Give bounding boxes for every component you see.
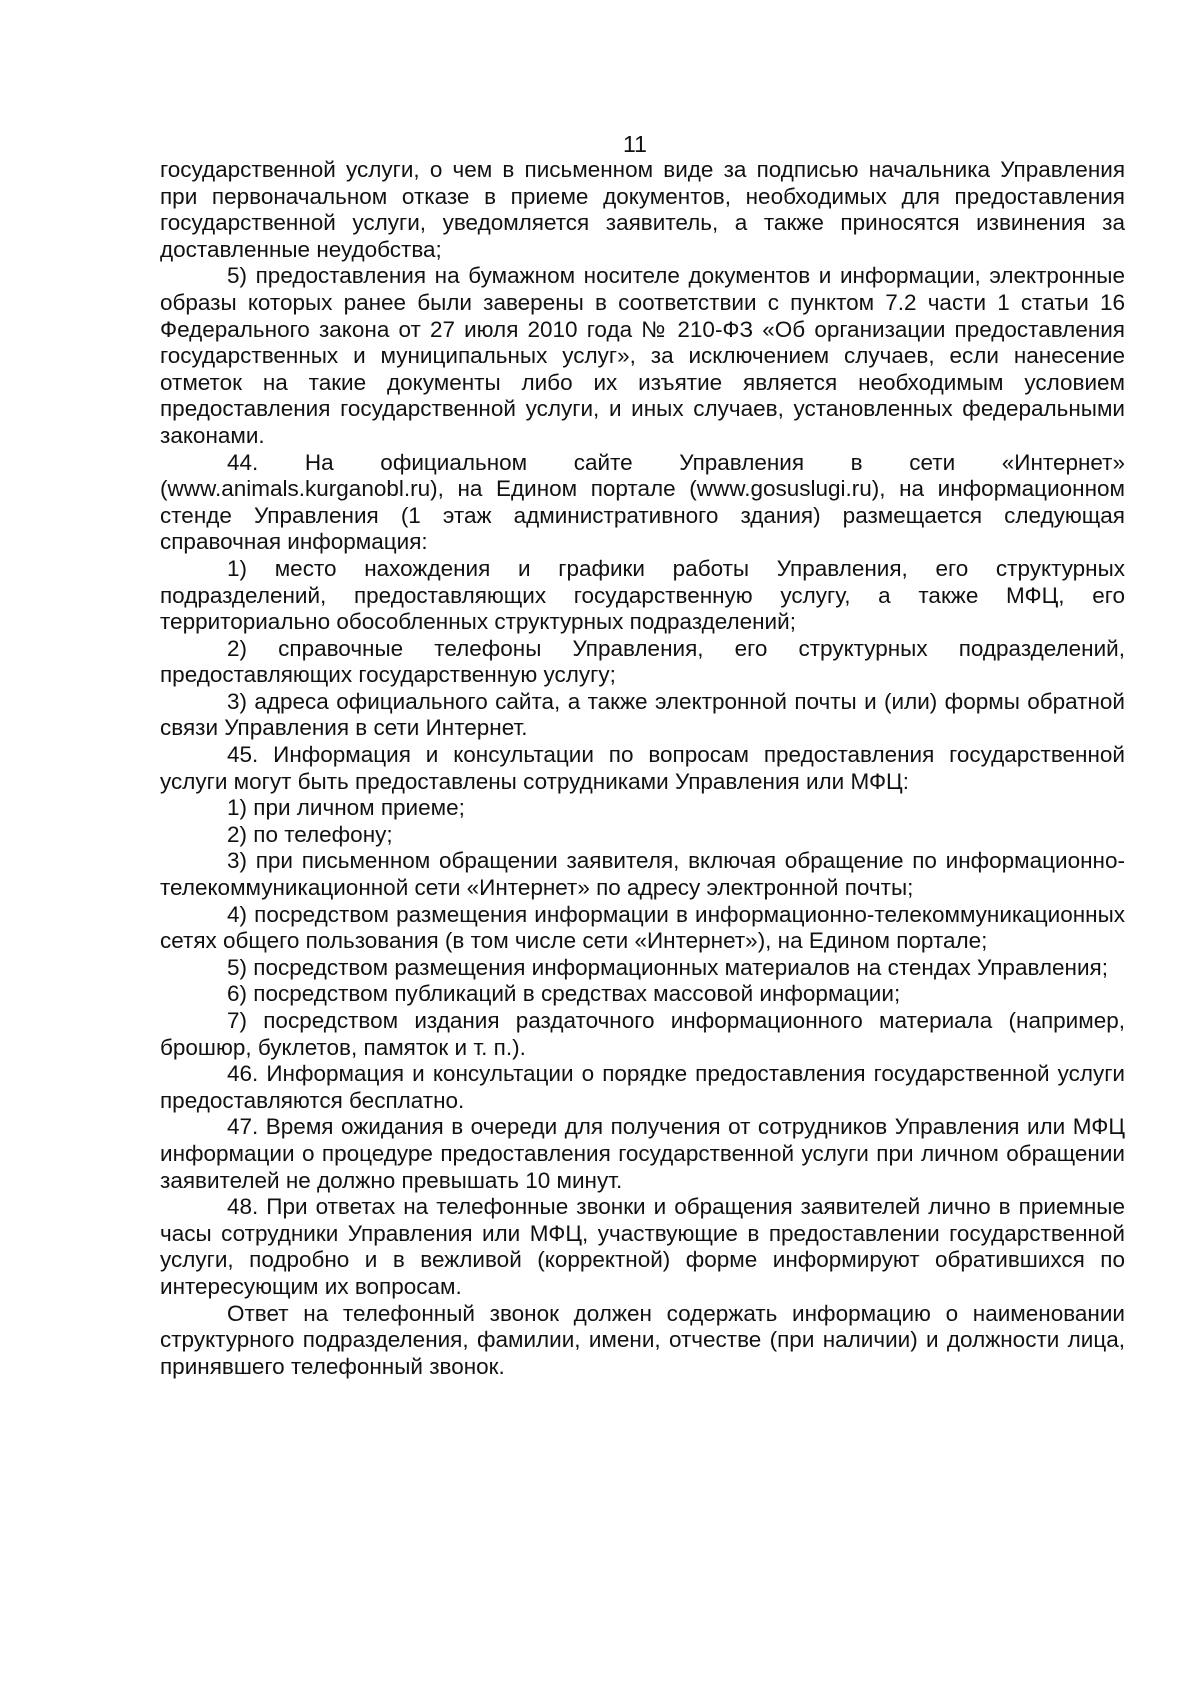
paragraph-44-item-1: 1) место нахождения и графики работы Управления, его структурных подразделений, предоставляющих государственную услугу, а также МФЦ, его территориально обособленных структурных подразделений; xyxy=(160,555,1125,635)
paragraph-45: 45. Информация и консультации по вопросам предоставления государственной услуги могут быть предоставлены сотрудниками Управления или МФЦ: xyxy=(160,742,1125,794)
paragraph-44: 44. На официальном сайте Управления в сети «Интернет» (www.animals.kurganobl.ru), на Едином портале (www.gosuslugi.ru), на информационном стенде Управления (1 этаж административного здания) размещается следующая справочная информация: xyxy=(160,449,1125,555)
paragraph-continuation: государственной услуги, о чем в письменном виде за подписью начальника Управления при первоначальном отказе в приеме документов, необходимых для предоставления государственной услуги, уведомляется заявитель, а также приносятся извинения за доставленные неудобства; xyxy=(160,157,1125,262)
document-body xyxy=(160,157,1125,1380)
paragraph-45-item-4: 4) посредством размещения информации в информационно-телекоммуникационных сетях общего пользования (в том числе сети «Интернет»), на Едином портале; xyxy=(160,901,1125,954)
paragraph-44-item-2: 2) справочные телефоны Управления, его структурных подразделений, предоставляющих государственную услугу; xyxy=(160,635,1125,688)
page-number: 11 xyxy=(623,131,647,157)
paragraph-48-answer: Ответ на телефонный звонок должен содержать информацию о наименовании структурного подразделения, фамилии, имени, отчестве (при наличии) и должности лица, принявшего телефонный звонок. xyxy=(160,1300,1125,1379)
paragraph-46: 46. Информация и консультации о порядке предоставления государственной услуги предоставляются бесплатно. xyxy=(160,1061,1125,1113)
paragraph-45-item-1: 1) при личном приеме; xyxy=(227,795,465,821)
paragraph-48: 48. При ответах на телефонные звонки и обращения заявителей лично в приемные часы сотрудники Управления или МФЦ, участвующие в предоставлении государственной услуги, подробно и в вежливой (корректной) форме информируют обратившихся по интересующим их вопросам. xyxy=(160,1194,1125,1299)
paragraph-44-item-3: 3) адреса официального сайта, а также электронной почты и (или) формы обратной связи Управления в сети Интернет. xyxy=(160,688,1125,741)
paragraph-item-5: 5) предоставления на бумажном носителе документов и информации, электронные образы которых ранее были заверены в соответствии с пунктом 7.2 части 1 статьи 16 Федерального закона от 27 июля 2010 года № 210-ФЗ «Об организации предоставления государственных и муниципальных услуг», за исключением случаев, если нанесение отметок на такие документы либо их изъятие является необходимым условием предоставления государственной услуги, и иных случаев, установленных федеральными законами. xyxy=(160,263,1125,448)
paragraph-45-item-5: 5) посредством размещения информационных материалов на стендах Управления; xyxy=(227,954,1108,980)
paragraph-45-item-6: 6) посредством публикаций в средствах массовой информации; xyxy=(227,981,901,1007)
paragraph-45-item-7: 7) посредством издания раздаточного информационного материала (например, брошюр, буклетов, памяток и т. п.). xyxy=(160,1008,1125,1060)
paragraph-45-item-2: 2) по телефону; xyxy=(227,821,393,847)
paragraph-45-item-3: 3) при письменном обращении заявителя, включая обращение по информационно-телекоммуникационной сети «Интернет» по адресу электронной почты; xyxy=(160,848,1125,901)
paragraph-47: 47. Время ожидания в очереди для получения от сотрудников Управления или МФЦ информации о процедуре предоставления государственной услуги при личном обращении заявителей не должно превышать 10 минут. xyxy=(160,1114,1125,1193)
